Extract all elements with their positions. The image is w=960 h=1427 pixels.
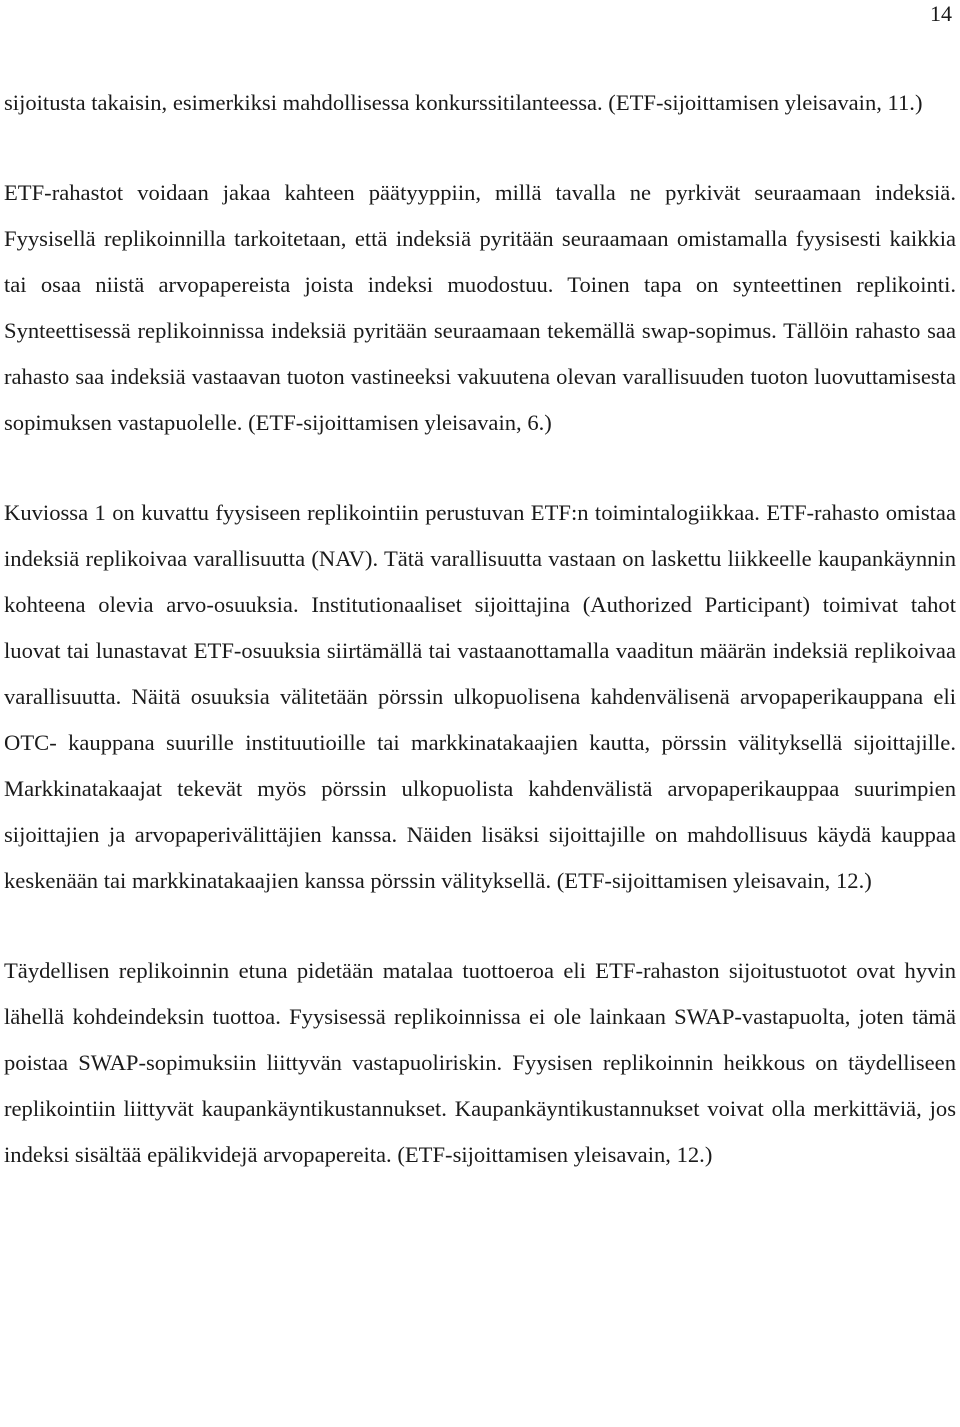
paragraph-2: ETF-rahastot voidaan jakaa kahteen päätyyppiin, millä tavalla ne pyrkivät seuraamaan indeksiä. Fyysisellä replikoinnilla tarkoitetaan, että indeksiä pyritään seuraamaan omistamalla fyysisesti kaikkia tai osaa niistä arvopapereista joista indeksi muodostuu. Toinen tapa on synteettinen replikointi. Synteettisessä replikoinnissa indeksiä pyritään seuraamaan tekemällä swap-sopimus. Tällöin rahasto saa rahasto saa indeksiä vastaavan tuoton vastineeksi vakuutena olevan varallisuuden tuoton luovuttamisesta sopimuksen vastapuolelle. (ETF-sijoittamisen yleisavain, 6.) <box>4 180 956 435</box>
page-number: 14 <box>930 1 952 26</box>
paragraph-4: Täydellisen replikoinnin etuna pidetään matalaa tuottoeroa eli ETF-rahaston sijoitustuotot ovat hyvin lähellä kohdeindeksin tuottoa. Fyysisessä replikoinnissa ei ole lainkaan SWAP-vastapuolta, joten tämä poistaa SWAP-sopimuksiin liittyvän vastapuoliriskin. Fyysisen replikoinnin heikkous on täydelliseen replikointiin liittyvät kaupankäyntikustannukset. Kaupankäyntikustannukset voivat olla merkittäviä, jos indeksi sisältää epälikvidejä arvopapereita. (ETF-sijoittamisen yleisavain, 12.) <box>4 958 956 1167</box>
document-body <box>4 80 956 1178</box>
paragraph-1: sijoitusta takaisin, esimerkiksi mahdollisessa konkurssitilanteessa. (ETF-sijoittamisen yleisavain, 11.) <box>4 90 923 115</box>
paragraph-3: Kuviossa 1 on kuvattu fyysiseen replikointiin perustuvan ETF:n toimintalogiikkaa. ETF-rahasto omistaa indeksiä replikoivaa varallisuutta (NAV). Tätä varallisuutta vastaan on laskettu liikkeelle kaupankäynnin kohteena olevia arvo-osuuksia. Institutionaaliset sijoittajina (Authorized Participant) toimivat tahot luovat tai lunastavat ETF-osuuksia siirtämällä tai vastaanottamalla vaaditun määrän indeksiä replikoivaa varallisuutta. Näitä osuuksia välitetään pörssin ulkopuolisena kahdenvälisenä arvopaperikauppana eli OTC- kauppana suurille instituutioille tai markkinatakaajien kautta, pörssin välityksellä sijoittajille. Markkinatakaajat tekevät myös pörssin ulkopuolista kahdenvälistä arvopaperikauppaa suurimpien sijoittajien ja arvopaperivälittäjien kanssa. Näiden lisäksi sijoittajille on mahdollisuus käydä kauppaa keskenään tai markkinatakaajien kanssa pörssin välityksellä. (ETF-sijoittamisen yleisavain, 12.) <box>4 500 956 893</box>
